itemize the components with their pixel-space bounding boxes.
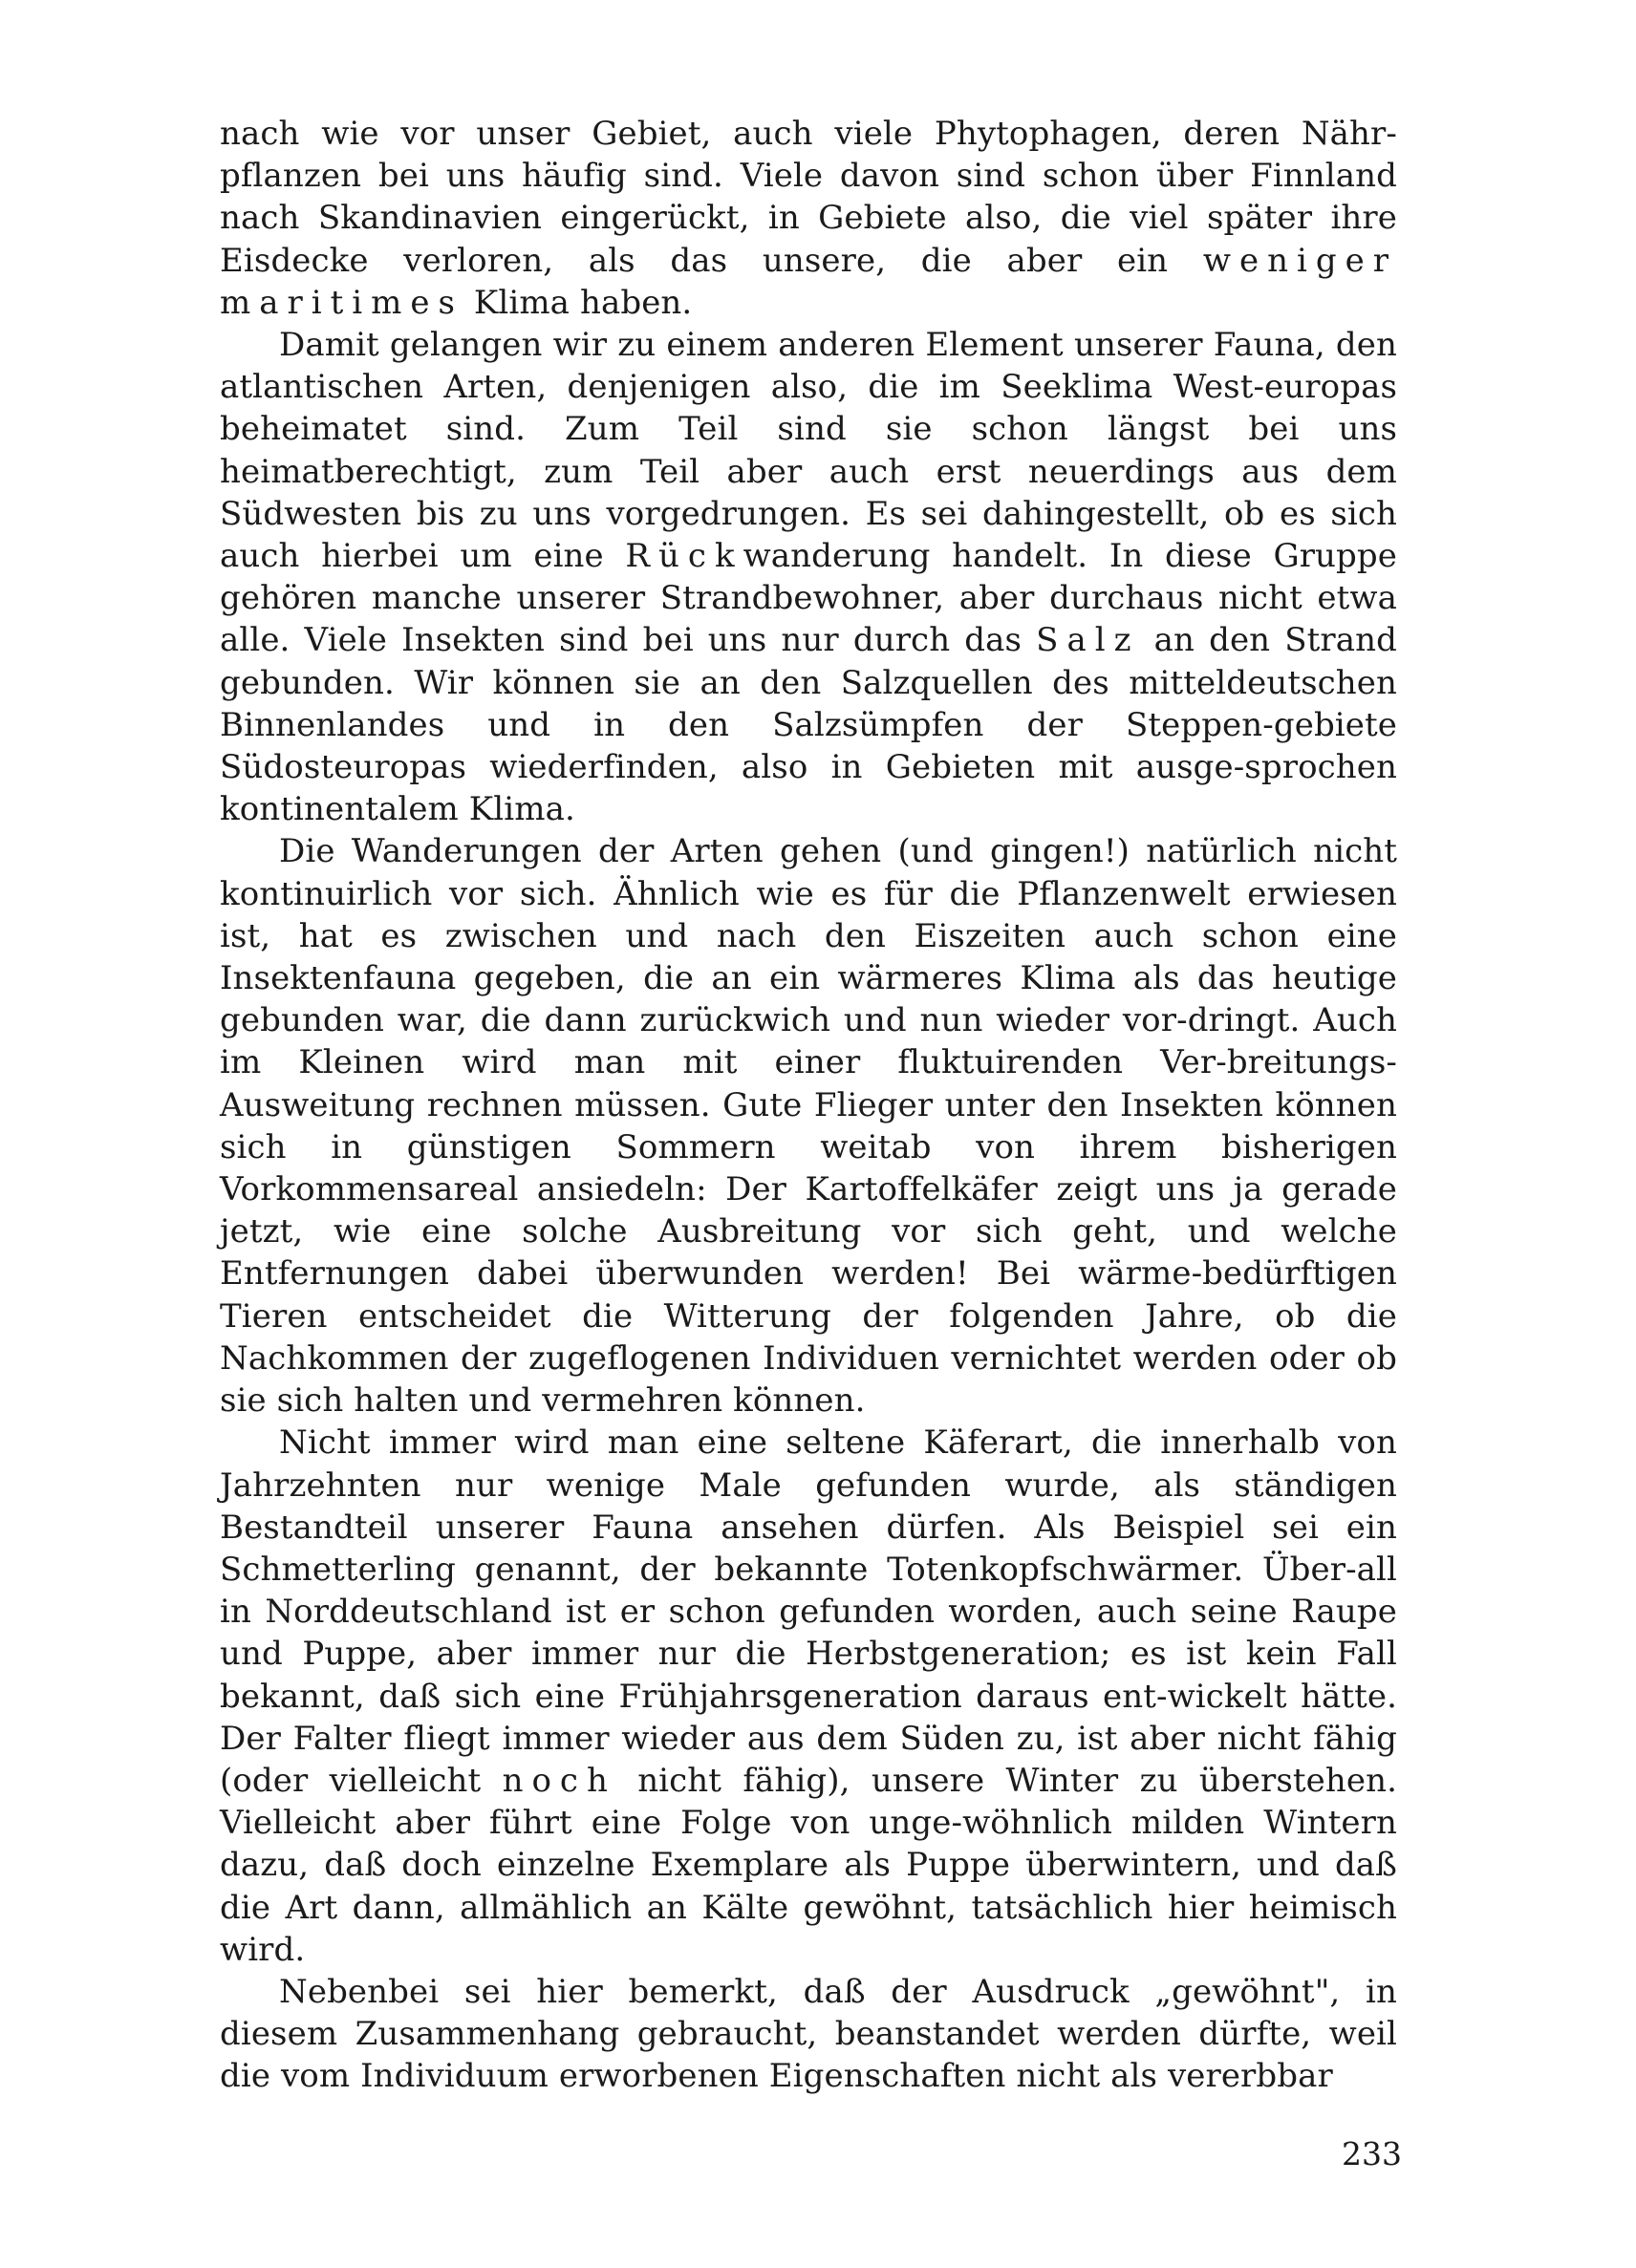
emphasized-spaced-text: weniger maritimes <box>220 241 1397 322</box>
text-segment: Nebenbei sei hier bemerkt, daß der Ausdruck „gewöhnt", in diesem Zusammenhang gebraucht, beanstandet werden dürfte, weil die vom Individuum erworbenen Eigenschaften nicht als vererbbar <box>220 1972 1397 2096</box>
page-number: 233 <box>1342 2135 1402 2172</box>
paragraph-p1-continued <box>220 113 1397 324</box>
text-segment: an den Strand gebunden. Wir können sie an den Salzquellen des mitteldeutschen Binnenlandes und in den Salzsümpfen der Steppen-gebiete Südosteuropas wiederfinden, also in Gebieten mit ausge-sprochen kontinentalem Klima. <box>220 621 1397 829</box>
emphasized-spaced-text: Salz <box>1036 621 1140 660</box>
emphasized-spaced-text: noch <box>502 1761 616 1800</box>
paragraph-p3 <box>220 830 1397 1422</box>
text-segment: wanderung handelt. In diese Gruppe gehören manche unserer Strandbewohner, aber durchaus nicht etwa alle. Viele Insekten sind bei uns nur durch das <box>220 537 1398 660</box>
emphasized-spaced-text: Rück <box>625 537 743 576</box>
paragraph-p2 <box>220 324 1397 830</box>
text-segment: Nicht immer wird man eine seltene Käferart, die innerhalb von Jahrzehnten nur wenige Male gefunden wurde, als ständigen Bestandteil unserer Fauna ansehen dürfen. Als Beispiel sei ein Schmetterling genannt, der bekannte Totenkopfschwärmer. Über-all in Norddeutschland ist er schon gefunden worden, auch seine Raupe und Puppe, aber immer nur die Herbstgeneration; es ist kein Fall bekannt, daß sich eine Frühjahrsgeneration daraus ent-wickelt hätte. Der Falter fliegt immer wieder aus dem Süden zu, ist aber nicht fähig (oder vielleicht <box>220 1423 1397 1800</box>
book-page <box>220 113 1397 2098</box>
body-text <box>220 113 1397 2098</box>
paragraph-p4 <box>220 1422 1397 1971</box>
text-segment: Klima haben. <box>463 283 693 322</box>
text-segment: nicht fähig), unsere Winter zu überstehen. Vielleicht aber führt eine Folge von unge-wöhnlich milden Wintern dazu, daß doch einzelne Exemplare als Puppe überwintern, und daß die Art dann, allmählich an Kälte gewöhnt, tatsächlich hier heimisch wird. <box>220 1761 1397 1969</box>
paragraph-p5 <box>220 1971 1397 2098</box>
text-segment: Die Wanderungen der Arten gehen (und gingen!) natürlich nicht kontinuirlich vor sich. Ähnlich wie es für die Pflanzenwelt erwiesen ist, hat es zwischen und nach den Eiszeiten auch schon eine Insektenfauna gegeben, die an ein wärmeres Klima als das heutige gebunden war, die dann zurückwich und nun wieder vor-dringt. Auch im Kleinen wird man mit einer fluktuirenden Ver-breitungs-Ausweitung rechnen müssen. Gute Flieger unter den Insekten können sich in günstigen Sommern weitab von ihrem bisherigen Vorkommensareal ansiedeln: Der Kartoffelkäfer zeigt uns ja gerade jetzt, wie eine solche Ausbreitung vor sich geht, und welche Entfernungen dabei überwunden werden! Bei wärme-bedürftigen Tieren entscheidet die Witterung der folgenden Jahre, ob die Nachkommen der zugeflogenen Individuen vernichtet werden oder ob sie sich halten und vermehren können. <box>220 832 1397 1421</box>
text-segment: nach wie vor unser Gebiet, auch viele Phytophagen, deren Nähr-pflanzen bei uns häufig sind. Viele davon sind schon über Finnland nach Skandinavien eingerückt, in Gebiete also, die viel später ihre Eisdecke verloren, als das unsere, die aber ein <box>220 115 1397 280</box>
text-segment: Damit gelangen wir zu einem anderen Element unserer Fauna, den atlantischen Arten, denjenigen also, die im Seeklima West-europas beheimatet sind. Zum Teil sind sie schon längst bei uns heimatberechtigt, zum Teil aber auch erst neuerdings aus dem Südwesten bis zu uns vorgedrungen. Es sei dahingestellt, ob es sich auch hierbei um eine <box>220 326 1397 576</box>
